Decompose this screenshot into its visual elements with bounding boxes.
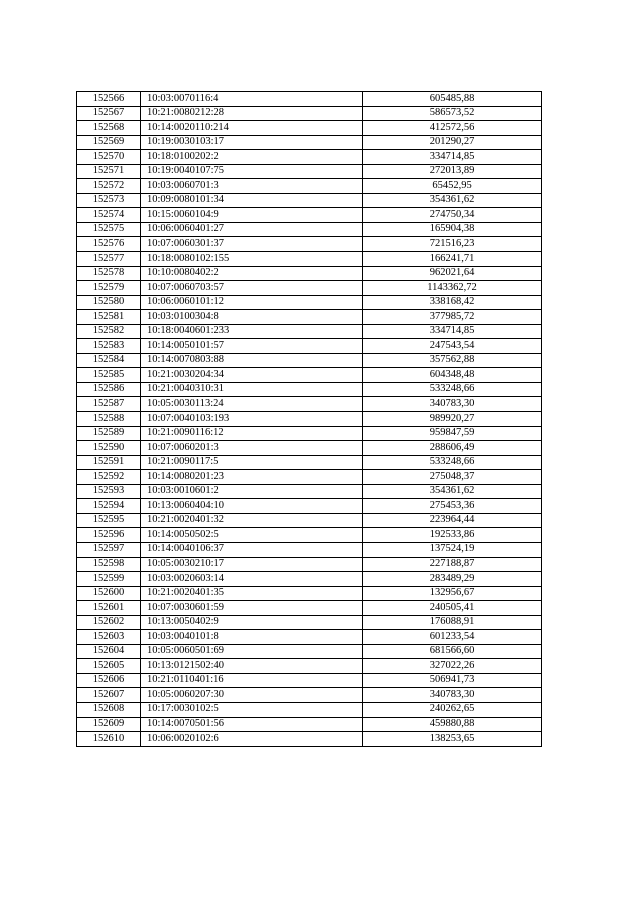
cadastral-number-cell: 10:03:0060701:3 — [141, 179, 363, 194]
row-id-cell: 152569 — [77, 135, 141, 150]
cadastral-number-cell: 10:03:0070116:4 — [141, 92, 363, 107]
amount-cell: 340783,30 — [363, 688, 542, 703]
row-id-cell: 152568 — [77, 121, 141, 136]
amount-cell: 506941,73 — [363, 673, 542, 688]
row-id-cell: 152586 — [77, 382, 141, 397]
cadastral-number-cell: 10:21:0090117:5 — [141, 455, 363, 470]
amount-cell: 165904,38 — [363, 222, 542, 237]
amount-cell: 274750,34 — [363, 208, 542, 223]
cadastral-number-cell: 10:17:0030102:5 — [141, 702, 363, 717]
row-id-cell: 152584 — [77, 353, 141, 368]
amount-cell: 377985,72 — [363, 310, 542, 325]
row-id-cell: 152585 — [77, 368, 141, 383]
amount-cell: 223964,44 — [363, 513, 542, 528]
table-row — [77, 572, 542, 587]
table-row — [77, 557, 542, 572]
row-id-cell: 152577 — [77, 252, 141, 267]
row-id-cell: 152607 — [77, 688, 141, 703]
table-row — [77, 615, 542, 630]
table-row — [77, 732, 542, 747]
table-row — [77, 106, 542, 121]
table-row — [77, 310, 542, 325]
amount-cell: 338168,42 — [363, 295, 542, 310]
amount-cell: 192533,86 — [363, 528, 542, 543]
amount-cell: 283489,29 — [363, 572, 542, 587]
row-id-cell: 152610 — [77, 732, 141, 747]
row-id-cell: 152590 — [77, 441, 141, 456]
amount-cell: 288606,49 — [363, 441, 542, 456]
cadastral-number-cell: 10:21:0020401:32 — [141, 513, 363, 528]
table-row — [77, 659, 542, 674]
amount-cell: 357562,88 — [363, 353, 542, 368]
table-row — [77, 470, 542, 485]
row-id-cell: 152579 — [77, 281, 141, 296]
cadastral-number-cell: 10:10:0080402:2 — [141, 266, 363, 281]
cadastral-number-cell: 10:21:0030204:34 — [141, 368, 363, 383]
row-id-cell: 152594 — [77, 499, 141, 514]
cadastral-number-cell: 10:21:0080212:28 — [141, 106, 363, 121]
table-row — [77, 222, 542, 237]
row-id-cell: 152596 — [77, 528, 141, 543]
cadastral-number-cell: 10:19:0040107:75 — [141, 164, 363, 179]
cadastral-number-cell: 10:05:0030210:17 — [141, 557, 363, 572]
amount-cell: 340783,30 — [363, 397, 542, 412]
amount-cell: 327022,26 — [363, 659, 542, 674]
amount-cell: 721516,23 — [363, 237, 542, 252]
amount-cell: 989920,27 — [363, 412, 542, 427]
table-row — [77, 644, 542, 659]
cadastral-number-cell: 10:07:0060201:3 — [141, 441, 363, 456]
row-id-cell: 152592 — [77, 470, 141, 485]
table-row — [77, 179, 542, 194]
amount-cell: 586573,52 — [363, 106, 542, 121]
amount-cell: 275048,37 — [363, 470, 542, 485]
cadastral-number-cell: 10:07:0040103:193 — [141, 412, 363, 427]
table-row — [77, 528, 542, 543]
cadastral-number-cell: 10:21:0020401:35 — [141, 586, 363, 601]
amount-cell: 533248,66 — [363, 455, 542, 470]
row-id-cell: 152573 — [77, 193, 141, 208]
row-id-cell: 152600 — [77, 586, 141, 601]
table-row — [77, 484, 542, 499]
cadastral-number-cell: 10:13:0121502:40 — [141, 659, 363, 674]
row-id-cell: 152571 — [77, 164, 141, 179]
cadastral-number-cell: 10:06:0060101:12 — [141, 295, 363, 310]
amount-cell: 354361,62 — [363, 193, 542, 208]
cadastral-number-cell: 10:14:0020110:214 — [141, 121, 363, 136]
table-row — [77, 717, 542, 732]
table-row — [77, 630, 542, 645]
cadastral-number-cell: 10:18:0080102:155 — [141, 252, 363, 267]
row-id-cell: 152578 — [77, 266, 141, 281]
row-id-cell: 152604 — [77, 644, 141, 659]
row-id-cell: 152593 — [77, 484, 141, 499]
amount-cell: 1143362,72 — [363, 281, 542, 296]
row-id-cell: 152603 — [77, 630, 141, 645]
amount-cell: 240505,41 — [363, 601, 542, 616]
cadastral-number-cell: 10:13:0050402:9 — [141, 615, 363, 630]
row-id-cell: 152601 — [77, 601, 141, 616]
row-id-cell: 152609 — [77, 717, 141, 732]
amount-cell: 459880,88 — [363, 717, 542, 732]
table-row — [77, 208, 542, 223]
row-id-cell: 152576 — [77, 237, 141, 252]
cadastral-number-cell: 10:21:0040310:31 — [141, 382, 363, 397]
cadastral-number-cell: 10:21:0110401:16 — [141, 673, 363, 688]
row-id-cell: 152588 — [77, 412, 141, 427]
cadastral-number-cell: 10:18:0040601:233 — [141, 324, 363, 339]
amount-cell: 240262,65 — [363, 702, 542, 717]
table-row — [77, 353, 542, 368]
row-id-cell: 152599 — [77, 572, 141, 587]
row-id-cell: 152602 — [77, 615, 141, 630]
cadastral-number-cell: 10:14:0050502:5 — [141, 528, 363, 543]
amount-cell: 334714,85 — [363, 324, 542, 339]
cadastral-number-cell: 10:14:0070803:88 — [141, 353, 363, 368]
amount-cell: 65452,95 — [363, 179, 542, 194]
cadastral-number-cell: 10:07:0030601:59 — [141, 601, 363, 616]
row-id-cell: 152580 — [77, 295, 141, 310]
amount-cell: 354361,62 — [363, 484, 542, 499]
data-table — [76, 91, 542, 747]
row-id-cell: 152570 — [77, 150, 141, 165]
cadastral-number-cell: 10:19:0030103:17 — [141, 135, 363, 150]
amount-cell: 176088,91 — [363, 615, 542, 630]
row-id-cell: 152595 — [77, 513, 141, 528]
cadastral-number-cell: 10:14:0080201:23 — [141, 470, 363, 485]
amount-cell: 272013,89 — [363, 164, 542, 179]
table-row — [77, 688, 542, 703]
table-row — [77, 150, 542, 165]
table-row — [77, 193, 542, 208]
row-id-cell: 152582 — [77, 324, 141, 339]
cadastral-number-cell: 10:21:0090116:12 — [141, 426, 363, 441]
cadastral-number-cell: 10:06:0060401:27 — [141, 222, 363, 237]
amount-cell: 334714,85 — [363, 150, 542, 165]
table-row — [77, 426, 542, 441]
cadastral-number-cell: 10:07:0060703:57 — [141, 281, 363, 296]
cadastral-number-cell: 10:06:0020102:6 — [141, 732, 363, 747]
table-row — [77, 542, 542, 557]
row-id-cell: 152608 — [77, 702, 141, 717]
table-row — [77, 324, 542, 339]
cadastral-number-cell: 10:05:0030113:24 — [141, 397, 363, 412]
table-row — [77, 92, 542, 107]
amount-cell: 959847,59 — [363, 426, 542, 441]
amount-cell: 247543,54 — [363, 339, 542, 354]
row-id-cell: 152589 — [77, 426, 141, 441]
amount-cell: 137524,19 — [363, 542, 542, 557]
cadastral-number-cell: 10:15:0060104:9 — [141, 208, 363, 223]
table-row — [77, 266, 542, 281]
row-id-cell: 152567 — [77, 106, 141, 121]
table-row — [77, 586, 542, 601]
row-id-cell: 152587 — [77, 397, 141, 412]
cadastral-number-cell: 10:14:0070501:56 — [141, 717, 363, 732]
table-body — [77, 92, 542, 747]
cadastral-number-cell: 10:07:0060301:37 — [141, 237, 363, 252]
table-row — [77, 135, 542, 150]
row-id-cell: 152606 — [77, 673, 141, 688]
table-row — [77, 382, 542, 397]
table-row — [77, 339, 542, 354]
cadastral-number-cell: 10:18:0100202:2 — [141, 150, 363, 165]
amount-cell: 962021,64 — [363, 266, 542, 281]
cadastral-number-cell: 10:05:0060207:30 — [141, 688, 363, 703]
amount-cell: 681566,60 — [363, 644, 542, 659]
cadastral-number-cell: 10:14:0050101:57 — [141, 339, 363, 354]
cadastral-number-cell: 10:03:0010601:2 — [141, 484, 363, 499]
amount-cell: 605485,88 — [363, 92, 542, 107]
amount-cell: 275453,36 — [363, 499, 542, 514]
table-row — [77, 368, 542, 383]
amount-cell: 412572,56 — [363, 121, 542, 136]
cadastral-number-cell: 10:14:0040106:37 — [141, 542, 363, 557]
row-id-cell: 152597 — [77, 542, 141, 557]
table-row — [77, 412, 542, 427]
table-row — [77, 601, 542, 616]
table-row — [77, 702, 542, 717]
table-row — [77, 499, 542, 514]
amount-cell: 201290,27 — [363, 135, 542, 150]
amount-cell: 166241,71 — [363, 252, 542, 267]
amount-cell: 601233,54 — [363, 630, 542, 645]
table-row — [77, 455, 542, 470]
row-id-cell: 152581 — [77, 310, 141, 325]
table-row — [77, 121, 542, 136]
row-id-cell: 152598 — [77, 557, 141, 572]
table-row — [77, 513, 542, 528]
row-id-cell: 152605 — [77, 659, 141, 674]
amount-cell: 132956,67 — [363, 586, 542, 601]
row-id-cell: 152574 — [77, 208, 141, 223]
table-row — [77, 397, 542, 412]
amount-cell: 604348,48 — [363, 368, 542, 383]
table-row — [77, 295, 542, 310]
table-row — [77, 252, 542, 267]
amount-cell: 533248,66 — [363, 382, 542, 397]
row-id-cell: 152575 — [77, 222, 141, 237]
row-id-cell: 152583 — [77, 339, 141, 354]
cadastral-number-cell: 10:03:0040101:8 — [141, 630, 363, 645]
row-id-cell: 152566 — [77, 92, 141, 107]
amount-cell: 227188,87 — [363, 557, 542, 572]
amount-cell: 138253,65 — [363, 732, 542, 747]
table-row — [77, 164, 542, 179]
cadastral-number-cell: 10:13:0060404:10 — [141, 499, 363, 514]
table-row — [77, 441, 542, 456]
table-row — [77, 673, 542, 688]
table-row — [77, 281, 542, 296]
cadastral-number-cell: 10:09:0080101:34 — [141, 193, 363, 208]
cadastral-number-cell: 10:03:0100304:8 — [141, 310, 363, 325]
row-id-cell: 152572 — [77, 179, 141, 194]
row-id-cell: 152591 — [77, 455, 141, 470]
table-row — [77, 237, 542, 252]
cadastral-number-cell: 10:05:0060501:69 — [141, 644, 363, 659]
cadastral-number-cell: 10:03:0020603:14 — [141, 572, 363, 587]
